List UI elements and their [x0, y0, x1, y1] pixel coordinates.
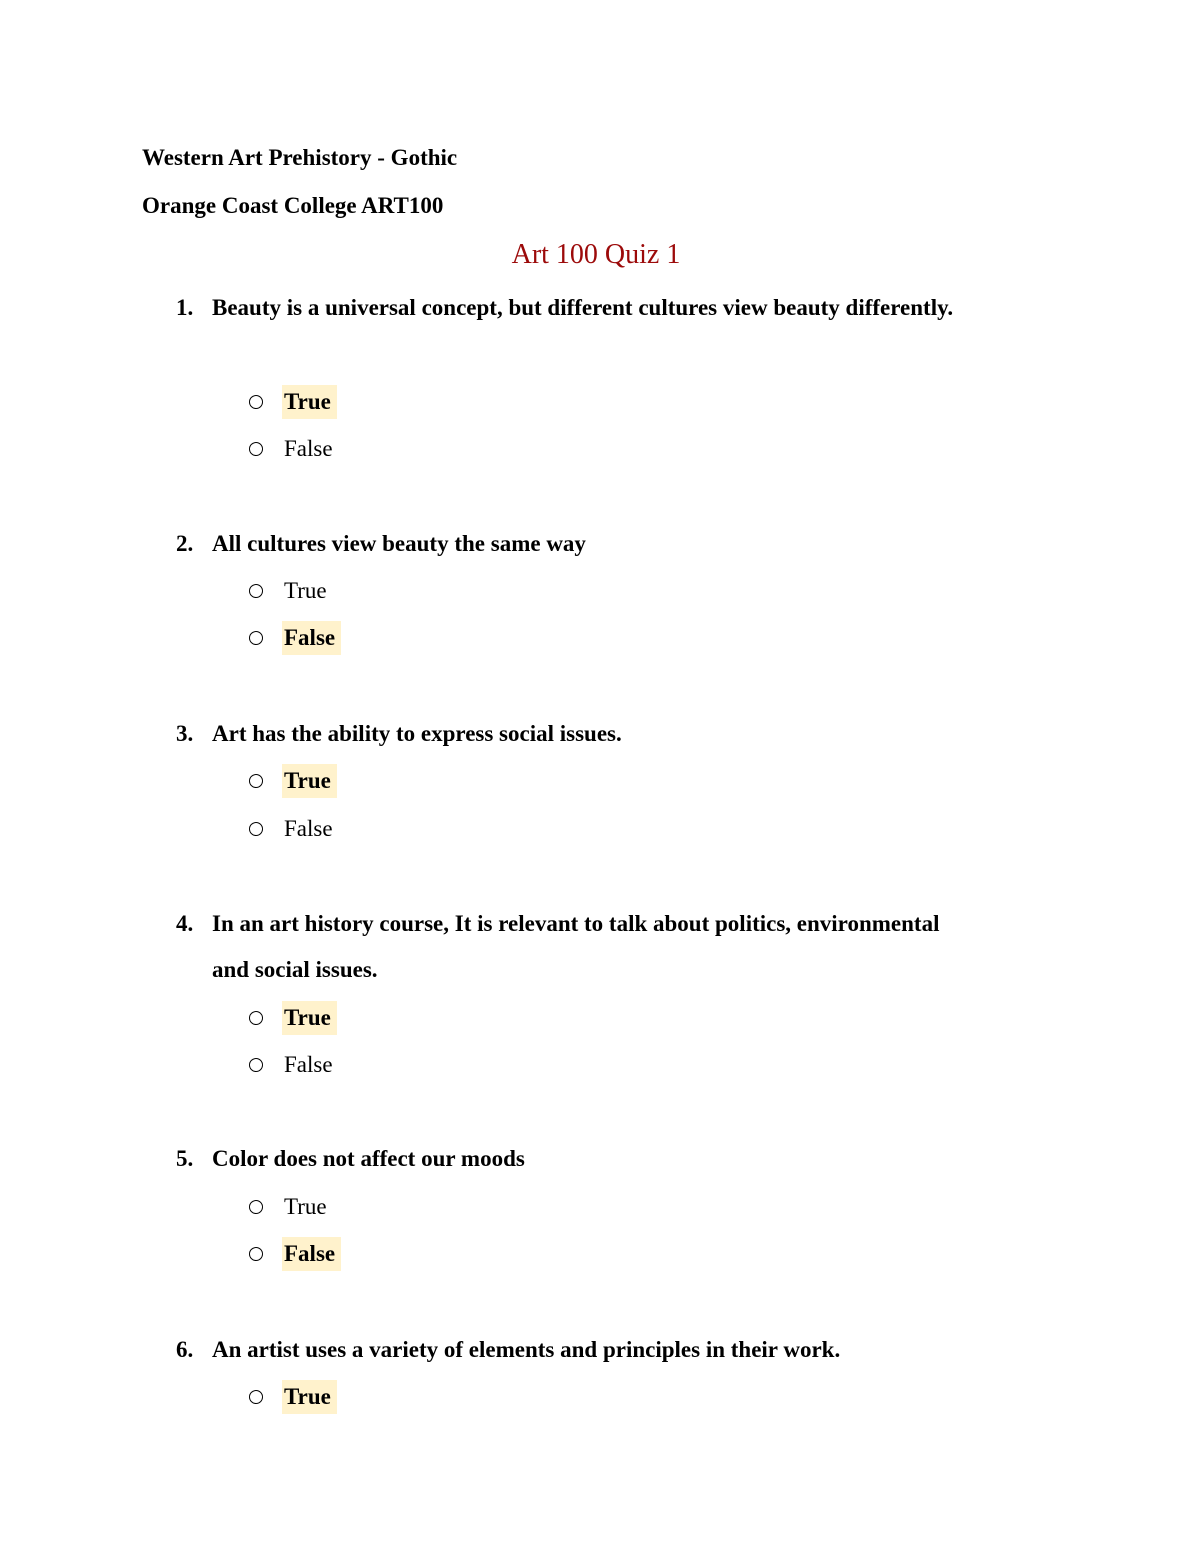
option-label: False — [284, 816, 333, 841]
option-label: True — [282, 764, 337, 798]
question-text: Color does not affect our moods — [212, 1146, 525, 1171]
option-label: True — [282, 1001, 337, 1035]
q3-option-false — [249, 812, 339, 846]
question-number: 3. — [176, 721, 194, 746]
circle-bullet-icon — [249, 631, 263, 645]
question-5 — [176, 1136, 976, 1182]
q6-option-true — [249, 1380, 337, 1414]
question-number: 5. — [176, 1146, 194, 1171]
q2-option-true — [249, 574, 333, 608]
option-label: False — [282, 621, 341, 655]
circle-bullet-icon — [249, 1058, 263, 1072]
circle-bullet-icon — [249, 584, 263, 598]
question-6 — [176, 1327, 976, 1373]
question-text: An artist uses a variety of elements and principles in their work. — [212, 1337, 841, 1362]
option-label: False — [284, 436, 333, 461]
q1-option-false — [249, 432, 339, 466]
option-label: True — [284, 1194, 327, 1219]
question-number: 4. — [176, 911, 194, 936]
q5-option-true — [249, 1190, 333, 1224]
q2-option-false — [249, 621, 341, 655]
quiz-title: Art 100 Quiz 1 — [511, 239, 681, 270]
q1-option-true — [249, 385, 337, 419]
q3-option-true — [249, 764, 337, 798]
question-1 — [176, 285, 976, 331]
circle-bullet-icon — [249, 774, 263, 788]
option-label: False — [284, 1052, 333, 1077]
option-label: False — [282, 1237, 341, 1271]
circle-bullet-icon — [249, 1390, 263, 1404]
school-line: Orange Coast College ART100 — [142, 193, 444, 218]
option-label: True — [284, 578, 327, 603]
circle-bullet-icon — [249, 1011, 263, 1025]
circle-bullet-icon — [249, 822, 263, 836]
circle-bullet-icon — [249, 395, 263, 409]
circle-bullet-icon — [249, 442, 263, 456]
question-number: 1. — [176, 295, 194, 320]
question-2 — [176, 521, 976, 567]
circle-bullet-icon — [249, 1247, 263, 1261]
question-text: In an art history course, It is relevant to talk about politics, environmental and social issues. — [212, 911, 940, 982]
question-number: 2. — [176, 531, 194, 556]
q5-option-false — [249, 1237, 341, 1271]
question-4 — [176, 901, 976, 993]
question-number: 6. — [176, 1337, 194, 1362]
q4-option-false — [249, 1048, 339, 1082]
course-line: Western Art Prehistory - Gothic — [142, 145, 458, 170]
q4-option-true — [249, 1001, 337, 1035]
option-label: True — [282, 1380, 337, 1414]
option-label: True — [282, 385, 337, 419]
question-text: Beauty is a universal concept, but different cultures view beauty differently. — [212, 295, 954, 320]
circle-bullet-icon — [249, 1200, 263, 1214]
question-3 — [176, 711, 976, 757]
question-text: Art has the ability to express social issues. — [212, 721, 622, 746]
question-text: All cultures view beauty the same way — [212, 531, 586, 556]
